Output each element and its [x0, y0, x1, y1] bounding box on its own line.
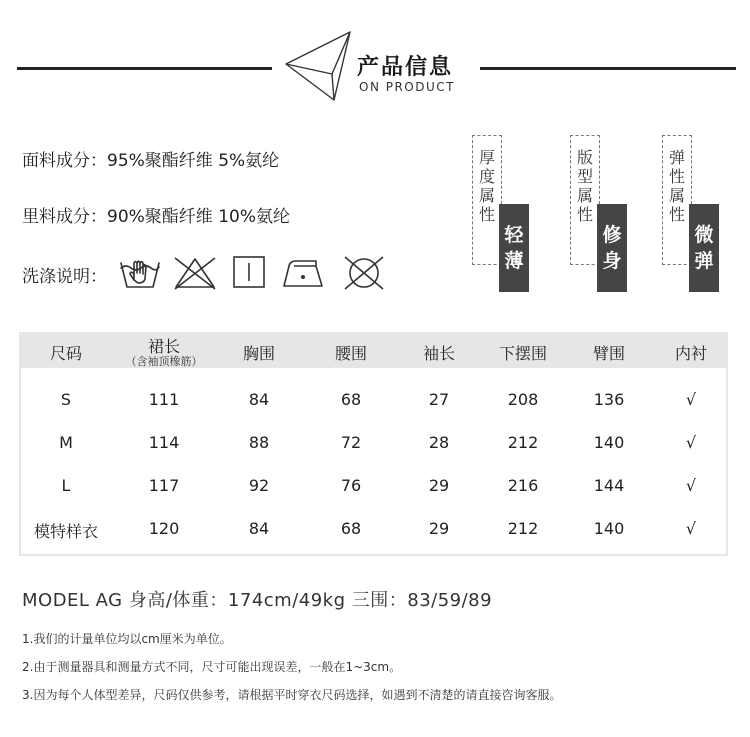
- table-cell: 72: [340, 433, 362, 452]
- table-cell: 208: [507, 390, 539, 409]
- table-cell: 84: [248, 519, 270, 538]
- header-sleeve: 袖长: [422, 344, 456, 363]
- table-cell: 216: [507, 476, 539, 495]
- lining-composition: 里料成分：90%聚酯纤维 10%氨纶: [22, 207, 290, 227]
- attribute-label-fit: 版型属性: [576, 148, 593, 224]
- table-cell: 212: [507, 519, 539, 538]
- table-cell: √: [685, 433, 697, 452]
- attribute-value-elasticity: 微弹: [689, 204, 719, 292]
- attribute-label-thickness: 厚度属性: [478, 148, 495, 224]
- table-cell: 212: [507, 433, 539, 452]
- header-hem: 下摆围: [498, 344, 548, 363]
- table-cell: 92: [248, 476, 270, 495]
- table-row-size: L: [61, 476, 71, 495]
- table-cell: √: [685, 519, 697, 538]
- triangle-logo-icon: [282, 28, 354, 104]
- do-not-bleach-icon: [172, 255, 218, 291]
- table-cell: 68: [340, 519, 362, 538]
- header-bust: 胸围: [242, 344, 276, 363]
- model-measurements: MODEL AG 身高/体重：174cm/49kg 三围：83/59/89: [22, 590, 493, 611]
- header-arm: 臂围: [592, 344, 626, 363]
- table-cell: √: [685, 390, 697, 409]
- table-cell: 68: [340, 390, 362, 409]
- table-cell: 114: [148, 433, 180, 452]
- table-cell: 88: [248, 433, 270, 452]
- table-row-size: S: [60, 390, 72, 409]
- table-cell: 120: [148, 519, 180, 538]
- header-length-note: （含袖顶橡筋）: [125, 355, 203, 368]
- page-title: 产品信息: [357, 55, 454, 80]
- header-lining: 内衬: [674, 344, 708, 363]
- header-size: 尺码: [49, 344, 83, 363]
- table-cell: 28: [428, 433, 450, 452]
- fabric-composition: 面料成分：95%聚酯纤维 5%氨纶: [22, 151, 280, 171]
- table-cell: 140: [593, 433, 625, 452]
- attribute-label-elasticity: 弹性属性: [668, 148, 685, 224]
- note-1: 1.我们的计量单位均以cm厘米为单位。: [22, 632, 232, 646]
- table-cell: 27: [428, 390, 450, 409]
- hand-wash-icon: [118, 255, 162, 291]
- table-cell: 76: [340, 476, 362, 495]
- attribute-value-fit: 修身: [597, 204, 627, 292]
- table-cell: 136: [593, 390, 625, 409]
- header-length: 裙长: [147, 337, 181, 356]
- do-not-dry-clean-icon: [340, 254, 388, 292]
- iron-low-icon: [280, 255, 328, 289]
- table-cell: 29: [428, 476, 450, 495]
- table-cell: 144: [593, 476, 625, 495]
- wash-instructions-label: 洗涤说明：: [22, 267, 107, 287]
- page-subtitle: ON PRODUCT: [359, 80, 455, 94]
- line-dry-icon: [232, 255, 266, 289]
- table-cell: 84: [248, 390, 270, 409]
- header-waist: 腰围: [334, 344, 368, 363]
- note-3: 3.因为每个人体型差异，尺码仅供参考，请根据平时穿衣尺码选择，如遇到不清楚的请直接咨询客服。: [22, 688, 562, 702]
- table-cell: √: [685, 476, 697, 495]
- table-cell: 111: [148, 390, 180, 409]
- table-cell: 140: [593, 519, 625, 538]
- table-row-size: 模特样衣: [33, 522, 99, 541]
- table-row-size: M: [59, 433, 73, 452]
- header-rule-right: [480, 67, 736, 70]
- note-2: 2.由于测量器具和测量方式不同，尺寸可能出现误差，一般在1~3cm。: [22, 660, 402, 674]
- table-cell: 29: [428, 519, 450, 538]
- header-rule-left: [17, 67, 272, 70]
- attribute-value-thickness: 轻薄: [499, 204, 529, 292]
- table-cell: 117: [148, 476, 180, 495]
